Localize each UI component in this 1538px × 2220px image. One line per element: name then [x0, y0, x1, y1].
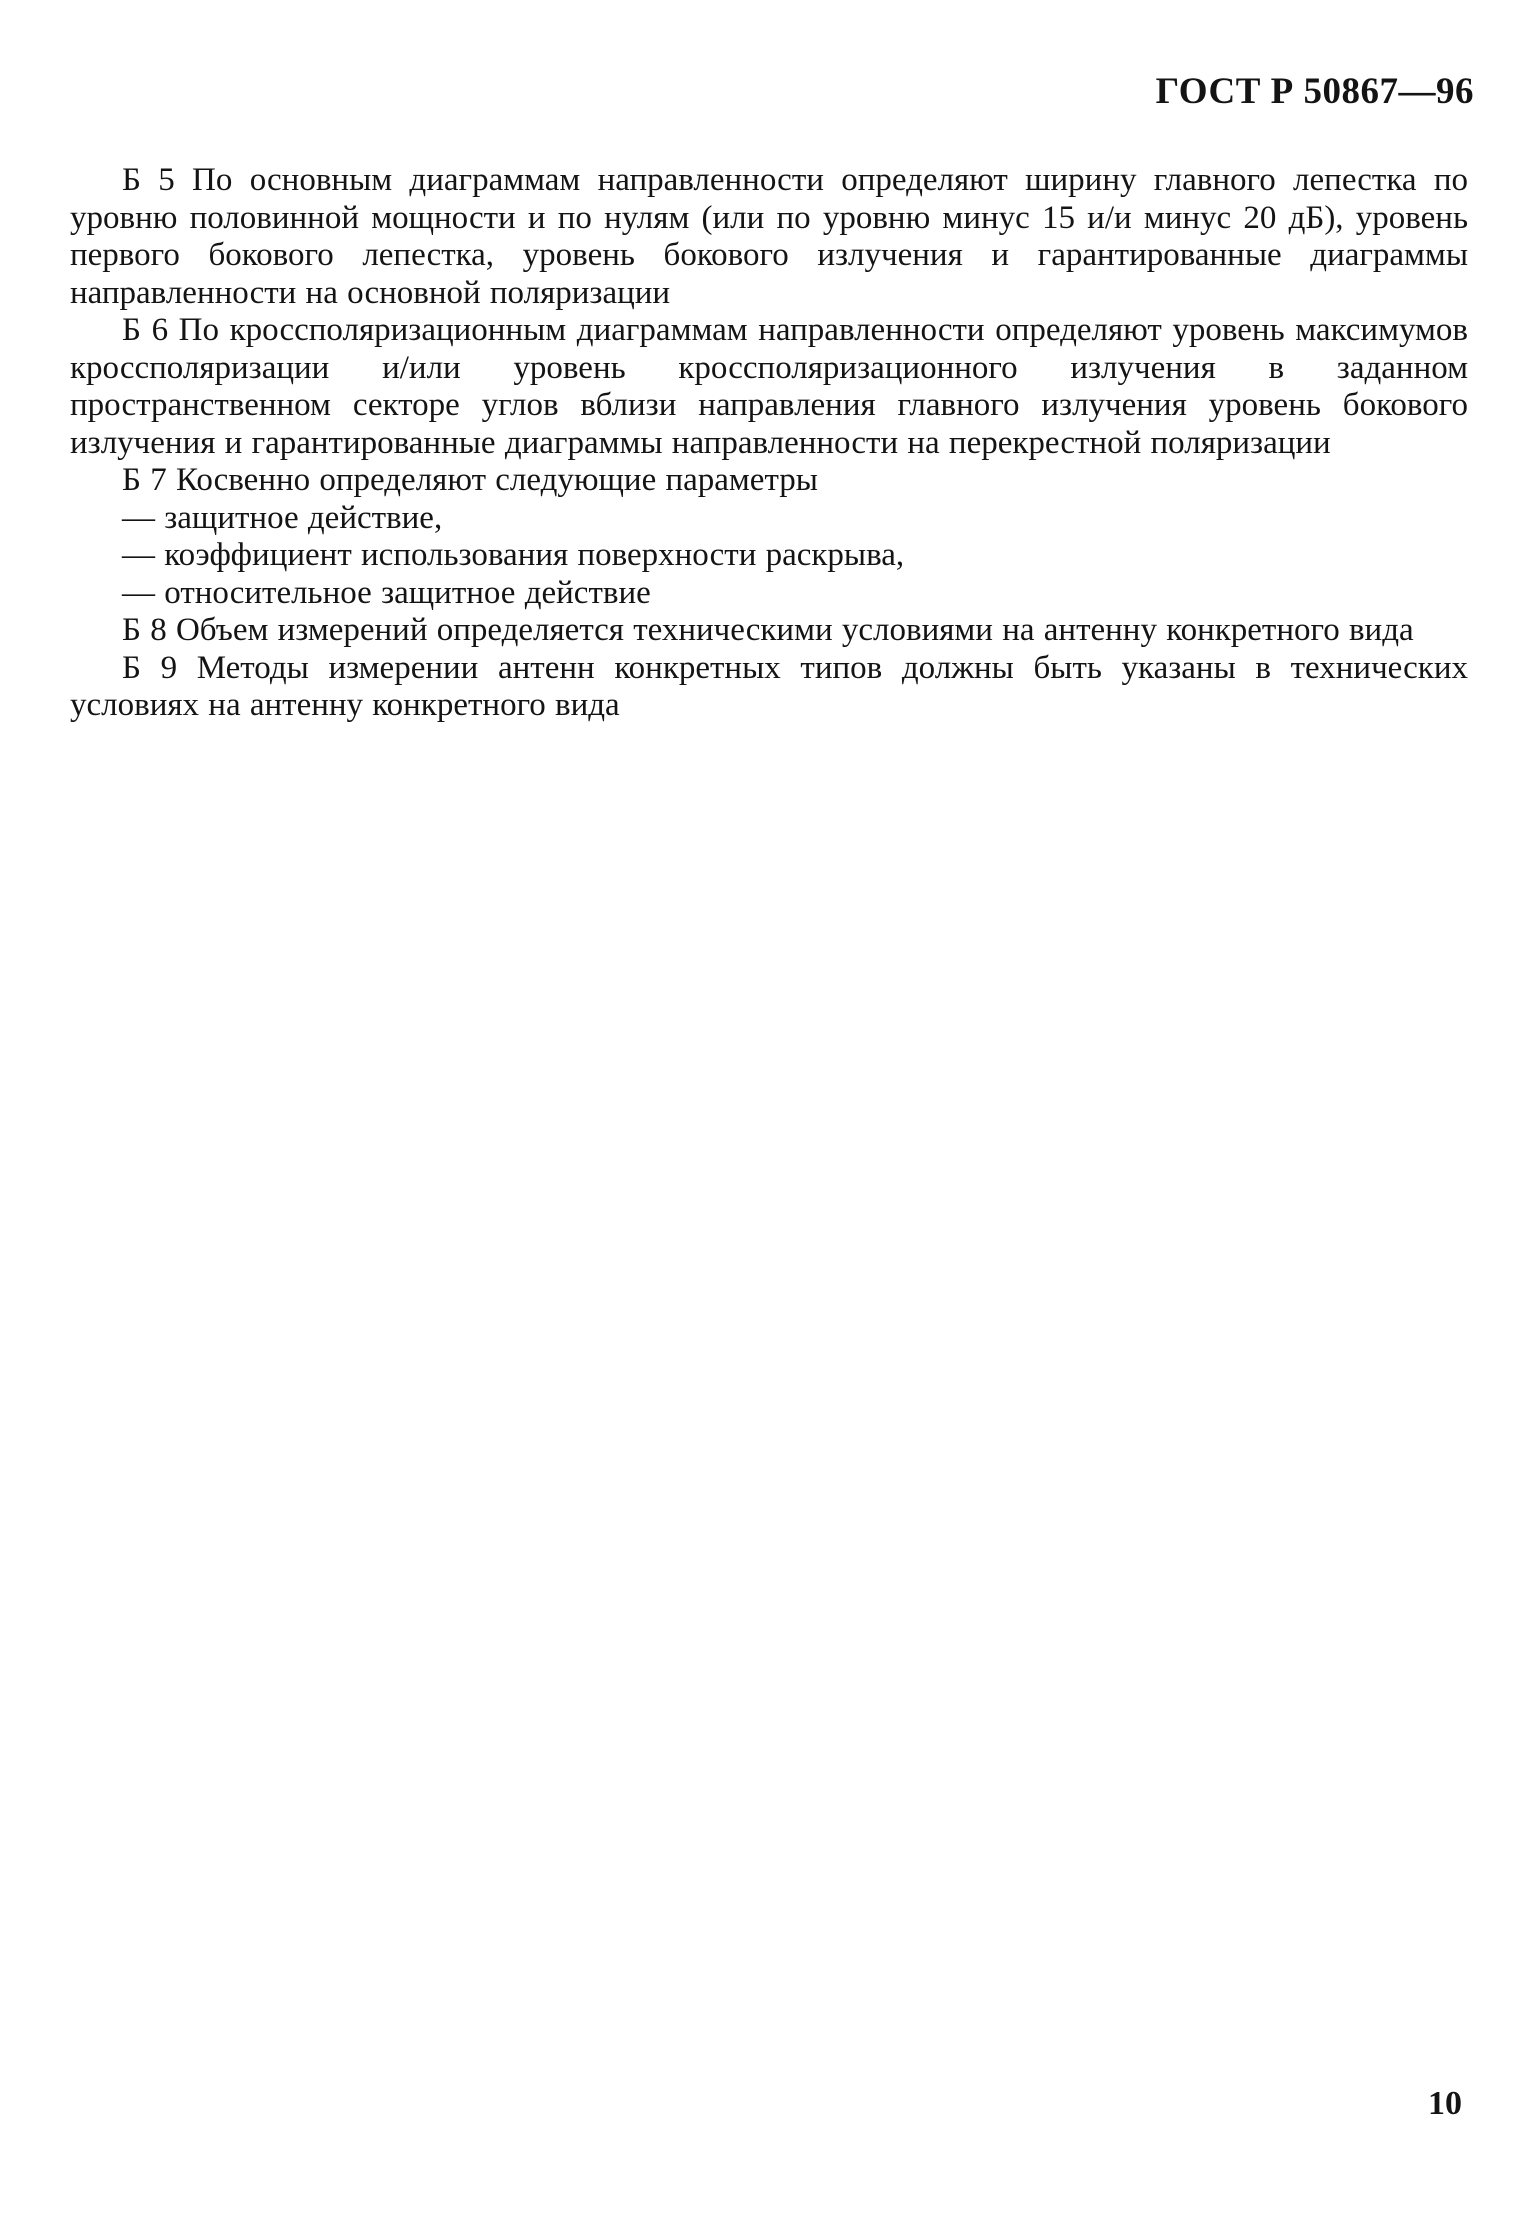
appendix-body	[70, 162, 1468, 725]
paragraph-b7: Б 7 Косвенно определяют следующие параметры	[122, 462, 818, 498]
paragraph-b9: Б 9 Методы измерении антенн конкретных типов должны быть указаны в технических условиях на антенну конкретного вида	[70, 649, 1468, 723]
paragraph-b5: Б 5 По основным диаграммам направленности определяют ширину главного лепестка по уровню половинной мощности и по нулям (или по уровню минус 15 и/и минус 20 дБ), уровень первого бокового лепестка, уровень бокового излучения и гарантированные диаграммы направленности на основной поляризации	[70, 162, 1468, 311]
paragraph-b8: Б 8 Объем измерений определяется техническими условиями на антенну конкретного вида	[122, 612, 1414, 648]
paragraph-b6: Б 6 По кроссполяризационным диаграммам направленности определяют уровень максимумов кроссполяризации и/или уровень кроссполяризационного излучения в заданном пространственном секторе углов вблизи направления главного излучения уровень бокового излучения и гарантированные диаграммы направленности на перекрестной поляризации	[70, 312, 1468, 461]
standard-designation: ГОСТ Р 50867—96	[1155, 71, 1474, 112]
list-item-aperture-efficiency: — коэффициент использования поверхности раскрыва,	[122, 537, 905, 573]
list-item-relative-protective-action: — относительное защитное действие	[122, 574, 651, 611]
page-number: 10	[1428, 2085, 1462, 2122]
list-item-protective-action: — защитное действие,	[122, 499, 443, 536]
